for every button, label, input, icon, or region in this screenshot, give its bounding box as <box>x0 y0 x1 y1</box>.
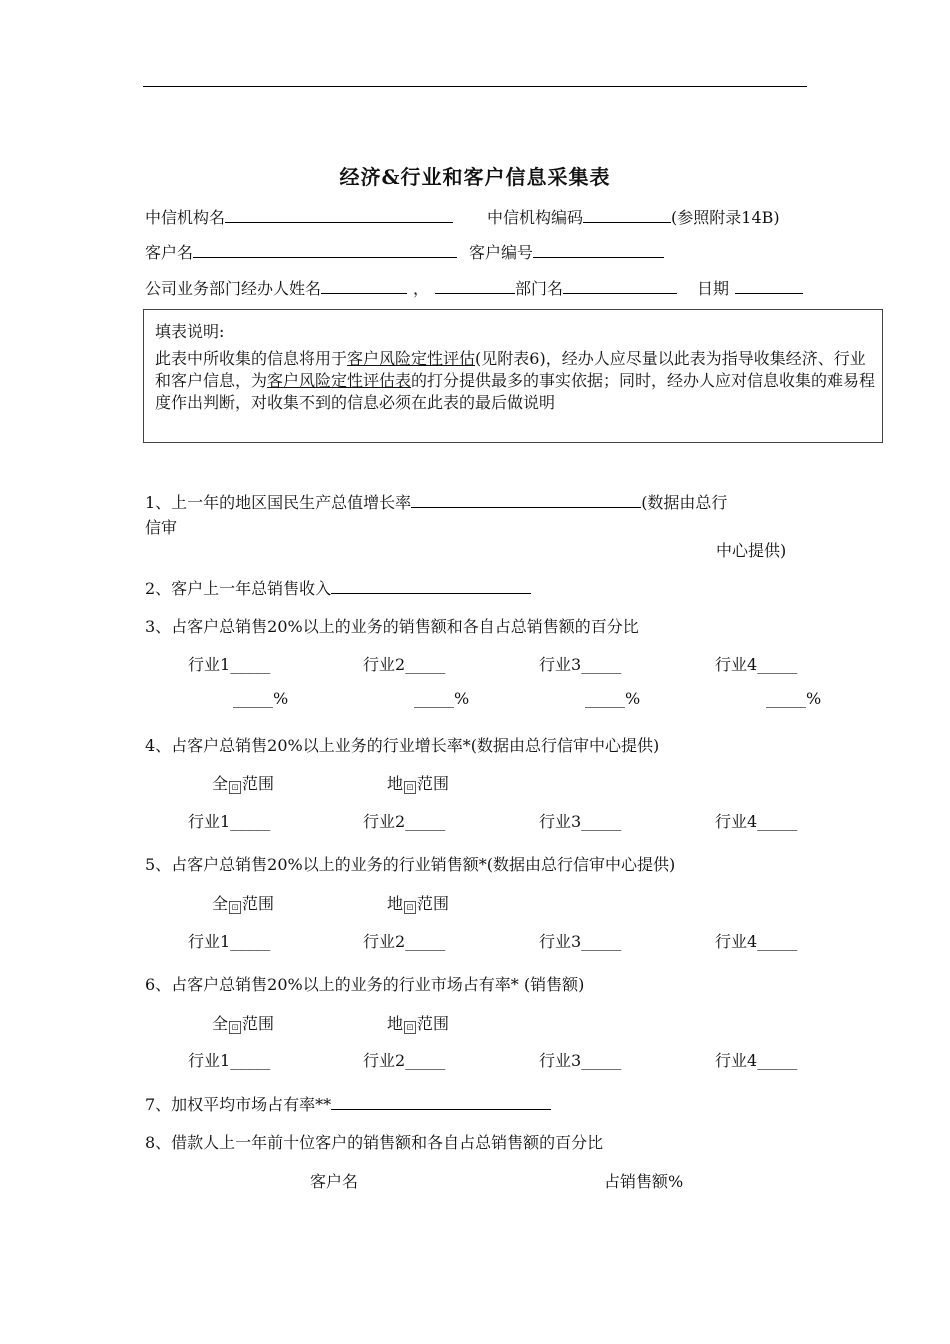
q5-industry-4[interactable] <box>715 929 797 952</box>
checkbox-icon[interactable]: ⊡ <box>404 1021 416 1034</box>
dept-label: 部门名 <box>515 279 564 298</box>
q4-industry-4-blank: _____ <box>757 812 798 831</box>
instructions-link-assessment-form: 客户风险定性评估表 <box>267 371 412 390</box>
q6-national-b: 范围 <box>242 1014 275 1033</box>
q6-scope-national[interactable] <box>212 1011 274 1034</box>
q3-industry-4-label: 行业4 <box>715 655 758 674</box>
instructions-part-3: 的打分提供最多的事实依据；同时，经办人应对信息收集的难易程度作出判断，对收集不到的信息必须在此表的最后做说明 <box>155 371 876 412</box>
q4-regional-b: 范围 <box>417 774 450 793</box>
q4-industry-2[interactable] <box>363 809 445 832</box>
client-name-row <box>145 240 457 263</box>
q4-industry-1-label: 行业1 <box>188 812 231 831</box>
q3-pct-2[interactable]: _____% <box>414 689 470 708</box>
q8-col-pct: 占销售额% <box>604 1172 684 1191</box>
handler-field[interactable] <box>321 279 407 294</box>
q1-note-line3: 中心提供) <box>716 541 787 560</box>
org-code-note: (参照附录14B) <box>671 208 780 227</box>
checkbox-icon[interactable]: ⊡ <box>229 1021 241 1034</box>
q4-scope-national[interactable] <box>212 771 274 794</box>
q4-national-a: 全 <box>212 774 229 793</box>
q3-pct-1[interactable]: _____% <box>233 689 289 708</box>
q4-industry-3-label: 行业3 <box>539 812 582 831</box>
q3-industry-2[interactable] <box>363 652 445 675</box>
q7-label: 7、加权平均市场占有率** <box>145 1095 332 1114</box>
org-code-field[interactable] <box>583 208 671 223</box>
q1-row <box>145 490 727 513</box>
q6-industry-3-blank: _____ <box>581 1051 622 1070</box>
q3-industry-2-label: 行业2 <box>363 655 406 674</box>
client-code-row <box>469 240 664 263</box>
q5-regional-b: 范围 <box>417 894 450 913</box>
client-name-field[interactable] <box>193 243 457 258</box>
q5-industry-4-blank: _____ <box>757 932 798 951</box>
q5-industry-3-label: 行业3 <box>539 932 582 951</box>
q4-label: 4、占客户总销售20%以上业务的行业增长率*(数据由总行信审中心提供) <box>145 736 660 755</box>
q3-industry-3[interactable] <box>539 652 621 675</box>
checkbox-icon[interactable]: ⊡ <box>229 781 241 794</box>
instructions-text <box>155 348 877 414</box>
q3-industry-1-label: 行业1 <box>188 655 231 674</box>
q6-industry-4-label: 行业4 <box>715 1051 758 1070</box>
checkbox-icon[interactable]: ⊡ <box>229 901 241 914</box>
date-row <box>697 276 803 299</box>
instructions-box <box>143 309 883 443</box>
q6-regional-a: 地 <box>387 1014 404 1033</box>
q6-industry-3[interactable] <box>539 1048 621 1071</box>
q6-industry-4-blank: _____ <box>757 1051 798 1070</box>
page-title: 经济&行业和客户信息采集表 <box>339 165 611 189</box>
q5-national-a: 全 <box>212 894 229 913</box>
q5-national-b: 范围 <box>242 894 275 913</box>
q3-pct-3[interactable]: _____% <box>585 689 641 708</box>
q4-industry-4-label: 行业4 <box>715 812 758 831</box>
instructions-part-2: (见附表6)，经办人应尽量以此表为指导收集经济、行业和客户信息，为 <box>155 349 866 390</box>
q4-industry-1[interactable] <box>188 809 270 832</box>
q2-field[interactable] <box>331 579 531 594</box>
instructions-part-1: 此表中所收集的信息将用于 <box>155 349 348 368</box>
q6-regional-b: 范围 <box>417 1014 450 1033</box>
org-name-field[interactable] <box>225 208 453 223</box>
q5-label: 5、占客户总销售20%以上的业务的行业销售额*(数据由总行信审中心提供) <box>145 855 676 874</box>
org-name-row <box>145 205 453 228</box>
handler-label: 公司业务部门经办人姓名 <box>145 279 322 298</box>
q6-industry-4[interactable] <box>715 1048 797 1071</box>
q5-industry-1[interactable] <box>188 929 270 952</box>
header-rule <box>143 86 807 87</box>
q5-scope-regional[interactable] <box>387 891 449 914</box>
q6-industry-2-blank: _____ <box>405 1051 446 1070</box>
q3-industry-3-label: 行业3 <box>539 655 582 674</box>
q3-industry-4-blank: _____ <box>757 655 798 674</box>
client-code-label: 客户编号 <box>469 243 534 262</box>
q4-industry-1-blank: _____ <box>230 812 271 831</box>
q4-industry-3-blank: _____ <box>581 812 622 831</box>
client-code-field[interactable] <box>533 243 664 258</box>
org-name-label: 中信机构名 <box>145 208 226 227</box>
handler-field-2[interactable] <box>435 279 515 294</box>
q3-industry-2-blank: _____ <box>405 655 446 674</box>
q3-industry-4[interactable] <box>715 652 797 675</box>
date-label: 日期 <box>697 279 730 298</box>
q6-industry-2[interactable] <box>363 1048 445 1071</box>
date-field[interactable] <box>735 279 803 294</box>
q5-industry-1-label: 行业1 <box>188 932 231 951</box>
q4-scope-regional[interactable] <box>387 771 449 794</box>
q3-pct-4[interactable]: _____% <box>766 689 822 708</box>
checkbox-icon[interactable]: ⊡ <box>404 901 416 914</box>
q7-row <box>145 1092 551 1115</box>
q6-industry-1[interactable] <box>188 1048 270 1071</box>
q4-industry-4[interactable] <box>715 809 797 832</box>
q4-national-b: 范围 <box>242 774 275 793</box>
q3-industry-3-blank: _____ <box>581 655 622 674</box>
q6-scope-regional[interactable] <box>387 1011 449 1034</box>
q6-industry-1-blank: _____ <box>230 1051 271 1070</box>
q6-industry-1-label: 行业1 <box>188 1051 231 1070</box>
handler-row <box>145 276 677 299</box>
q5-scope-national[interactable] <box>212 891 274 914</box>
q5-industry-2-blank: _____ <box>405 932 446 951</box>
q6-national-a: 全 <box>212 1014 229 1033</box>
q3-industry-1-blank: _____ <box>230 655 271 674</box>
q7-field[interactable] <box>331 1095 551 1110</box>
q4-industry-3[interactable] <box>539 809 621 832</box>
instructions-link-assessment: 客户风险定性评估 <box>347 349 476 368</box>
q1-note: (数据由总行 <box>641 493 728 512</box>
q5-industry-3[interactable] <box>539 929 621 952</box>
org-code-label: 中信机构编码 <box>487 208 584 227</box>
q5-industry-2[interactable] <box>363 929 445 952</box>
q8-col-client: 客户名 <box>310 1172 359 1191</box>
q4-regional-a: 地 <box>387 774 404 793</box>
dept-field[interactable] <box>563 279 677 294</box>
q2-row <box>145 576 531 599</box>
q1-note-line2: 信审 <box>145 518 178 537</box>
client-name-label: 客户名 <box>145 243 194 262</box>
q6-label: 6、占客户总销售20%以上的业务的行业市场占有率* (销售额) <box>145 975 585 994</box>
instructions-heading: 填表说明: <box>155 322 225 341</box>
q6-industry-2-label: 行业2 <box>363 1051 406 1070</box>
checkbox-icon[interactable]: ⊡ <box>404 781 416 794</box>
q2-label: 2、客户上一年总销售收入 <box>145 579 332 598</box>
q1-field[interactable] <box>411 493 641 508</box>
q5-industry-3-blank: _____ <box>581 932 622 951</box>
q4-industry-2-blank: _____ <box>405 812 446 831</box>
q5-industry-1-blank: _____ <box>230 932 271 951</box>
q3-label: 3、占客户总销售20%以上的业务的销售额和各自占总销售额的百分比 <box>145 617 639 636</box>
q4-industry-2-label: 行业2 <box>363 812 406 831</box>
q5-industry-2-label: 行业2 <box>363 932 406 951</box>
q6-industry-3-label: 行业3 <box>539 1051 582 1070</box>
org-code-row <box>487 205 780 228</box>
q5-regional-a: 地 <box>387 894 404 913</box>
q3-industry-1[interactable] <box>188 652 270 675</box>
q5-industry-4-label: 行业4 <box>715 932 758 951</box>
q8-label: 8、借款人上一年前十位客户的销售额和各自占总销售额的百分比 <box>145 1133 604 1152</box>
comma: ， <box>413 279 430 298</box>
q1-label: 1、上一年的地区国民生产总值增长率 <box>145 493 412 512</box>
